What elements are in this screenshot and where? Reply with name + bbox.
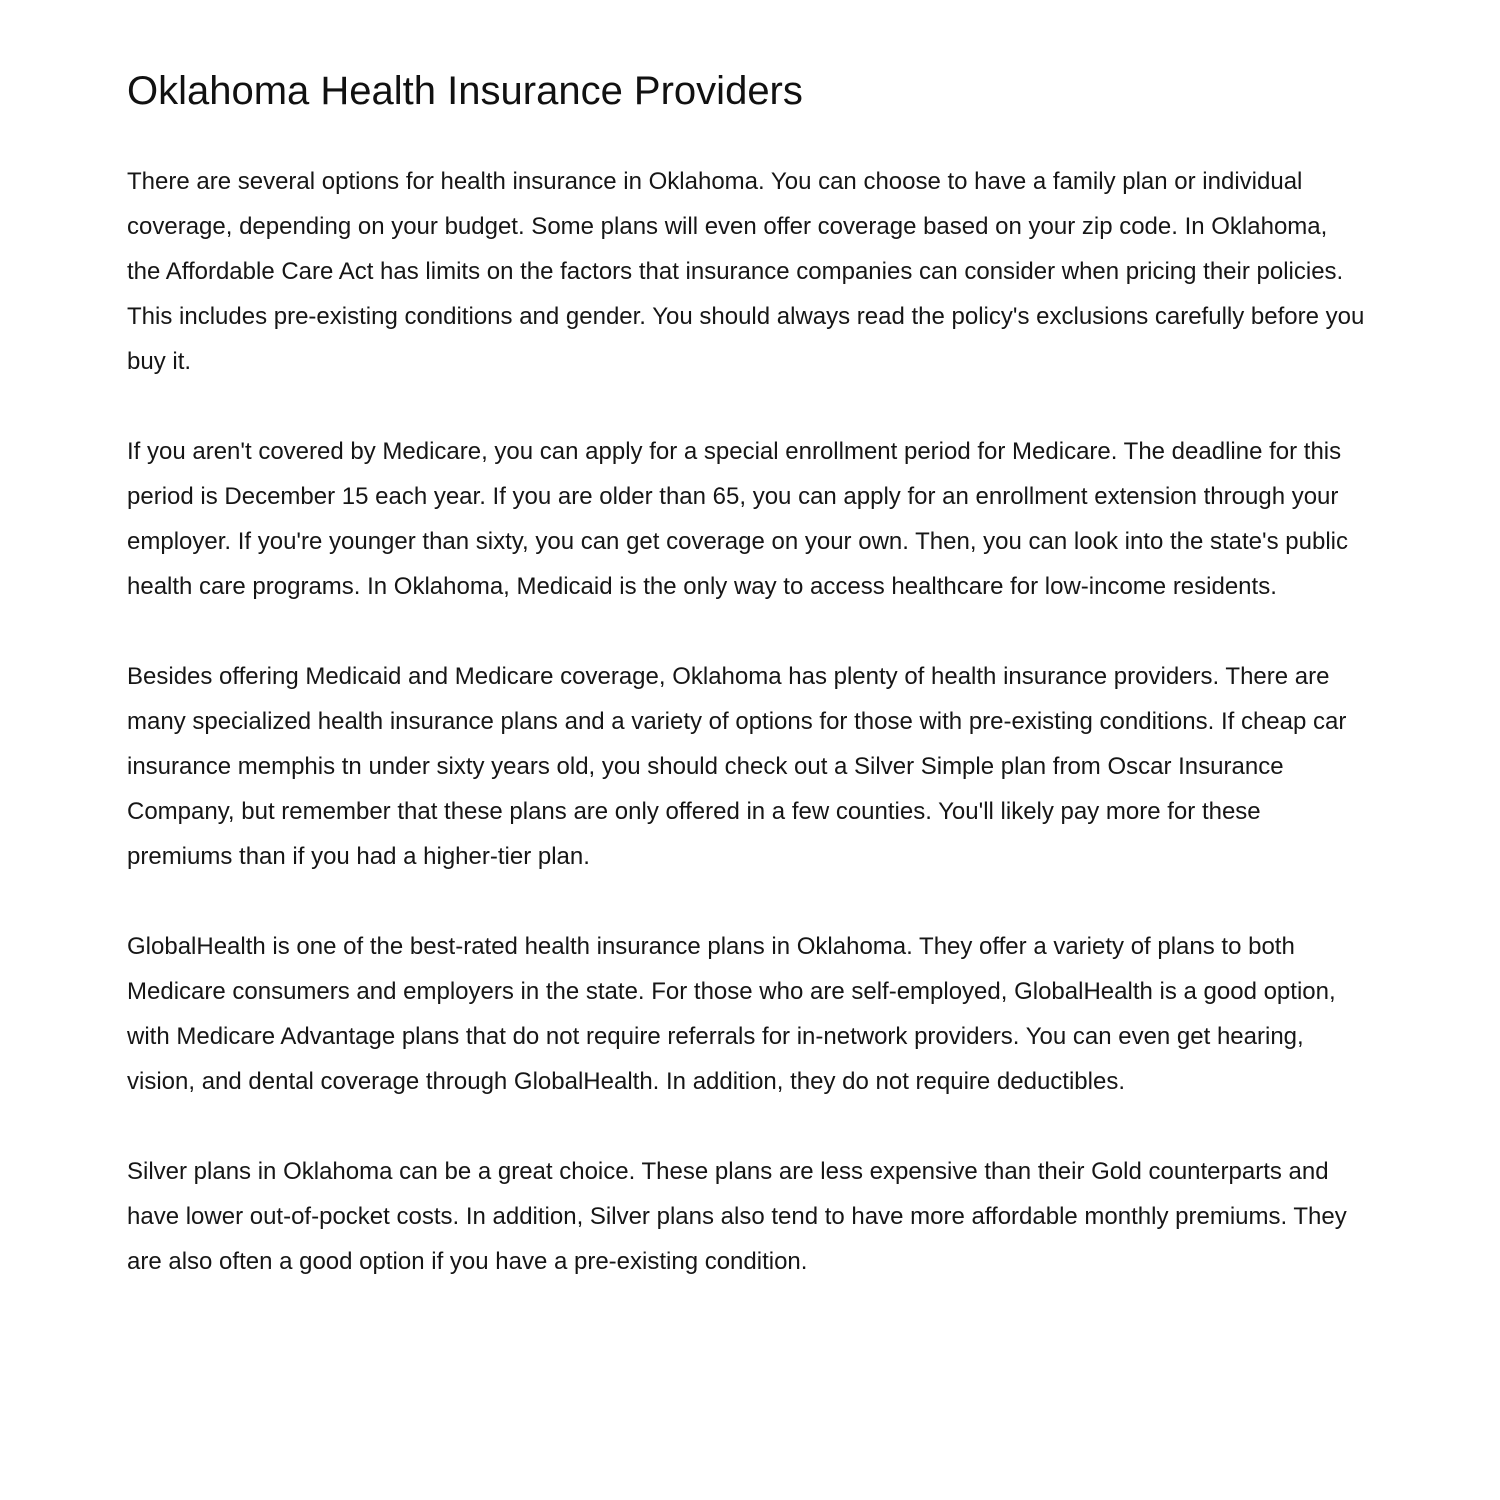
paragraph: There are several options for health insurance in Oklahoma. You can choose to have a family plan or individual coverage, depending on your budget. Some plans will even offer coverage based on your zip code. In Oklahoma, the Affordable Care Act has limits on the factors that insurance companies can consider when pricing their policies. This includes pre-existing conditions and gender. You should always read the policy's exclusions carefully before you buy it. [127, 168, 1365, 375]
page-title: Oklahoma Health Insurance Providers [127, 69, 803, 113]
paragraph: Silver plans in Oklahoma can be a great choice. These plans are less expensive than their Gold counterparts and have lower out-of-pocket costs. In addition, Silver plans also tend to have more affordable monthly premiums. They are also often a good option if you have a pre-existing condition. [127, 1158, 1347, 1275]
paragraph: If you aren't covered by Medicare, you can apply for a special enrollment period for Medicare. The deadline for this period is December 15 each year. If you are older than 65, you can apply for an enrollment extension through your employer. If you're younger than sixty, you can get coverage on your own. Then, you can look into the state's public health care programs. In Oklahoma, Medicaid is the only way to access healthcare for low-income residents. [127, 438, 1348, 600]
paragraph: GlobalHealth is one of the best-rated health insurance plans in Oklahoma. They offer a variety of plans to both Medicare consumers and employers in the state. For those who are self-employed, GlobalHealth is a good option, with Medicare Advantage plans that do not require referrals for in-network providers. You can even get hearing, vision, and dental coverage through GlobalHealth. In addition, they do not require deductibles. [127, 933, 1336, 1095]
paragraph: Besides offering Medicaid and Medicare coverage, Oklahoma has plenty of health insurance providers. There are many specialized health insurance plans and a variety of options for those with pre-existing conditions. If cheap car insurance memphis tn under sixty years old, you should check out a Silver Simple plan from Oscar Insurance Company, but remember that these plans are only offered in a few counties. You'll likely pay more for these premiums than if you had a higher-tier plan. [127, 663, 1347, 870]
